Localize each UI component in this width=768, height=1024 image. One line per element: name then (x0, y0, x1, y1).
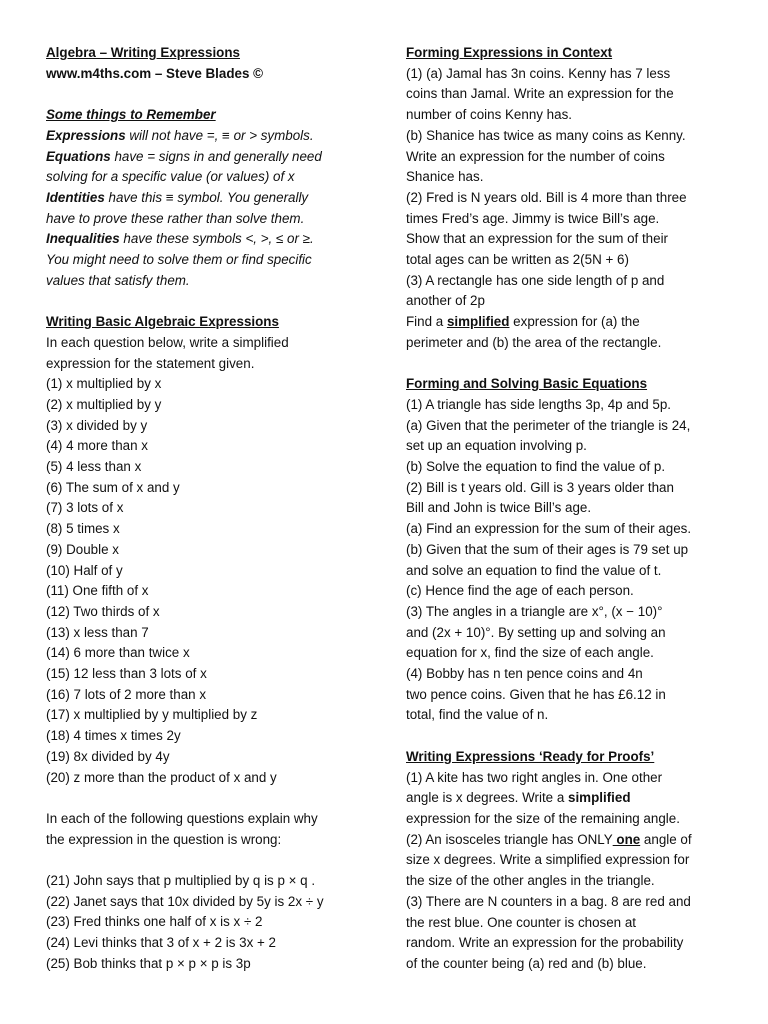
context-line: Write an expression for the number of coins (406, 148, 665, 164)
equation-line: and solve an equation to find the value of t. (406, 562, 662, 578)
remember-line: Equations have = signs in and generally need (46, 148, 322, 164)
basic-expressions-heading: Writing Basic Algebraic Expressions (46, 314, 279, 330)
equation-line: (2) Bill is t years old. Gill is 3 years older than (406, 479, 674, 495)
equation-line: (b) Solve the equation to find the value of p. (406, 459, 666, 475)
proof-line: the rest blue. One counter is chosen at (406, 914, 637, 930)
question-item: (19) 8x divided by 4y (46, 748, 170, 764)
remember-line: values that satisfy them. (46, 272, 190, 288)
context-questions (406, 64, 730, 354)
basic-intro: expression for the statement given. (46, 355, 255, 371)
question-item: (13) x less than 7 (46, 624, 149, 640)
equation-line: (1) A triangle has side lengths 3p, 4p and 5p. (406, 396, 672, 412)
context-line: total ages can be written as 2(5N + 6) (406, 252, 629, 268)
question-item: (10) Half of y (46, 562, 123, 578)
equation-line: (c) Hence find the age of each person. (406, 583, 634, 599)
context-line: coins than Jamal. Write an expression for the (406, 86, 674, 102)
question-item: (2) x multiplied by y (46, 396, 162, 412)
context-line: Show that an expression for the sum of their (406, 231, 669, 247)
question-item: (24) Levi thinks that 3 of x + 2 is 3x + 2 (46, 935, 276, 951)
wrong-intro: the expression in the question is wrong: (46, 831, 282, 847)
question-item: (3) x divided by y (46, 417, 148, 433)
context-line: times Fred’s age. Jimmy is twice Bill’s age. (406, 210, 660, 226)
context-line: (3) A rectangle has one side length of p and (406, 272, 665, 288)
question-item: (18) 4 times x times 2y (46, 728, 181, 744)
equation-line: and (2x + 10)°. By setting up and solving an (406, 624, 666, 640)
equations-heading: Forming and Solving Basic Equations (406, 376, 648, 392)
proof-line: size x degrees. Write a simplified expression for (406, 852, 690, 868)
question-item: (9) Double x (46, 541, 119, 557)
equation-line: (4) Bobby has n ten pence coins and 4n (406, 666, 643, 682)
equation-line: (b) Given that the sum of their ages is 79 set up (406, 541, 689, 557)
remember-list (46, 126, 366, 292)
question-item: (23) Fred thinks one half of x is x ÷ 2 (46, 914, 263, 930)
basic-question-list (46, 374, 366, 788)
question-item: (14) 6 more than twice x (46, 645, 190, 661)
question-item: (22) Janet says that 10x divided by 5y is 2x ÷ y (46, 893, 324, 909)
wrong-question-list (46, 871, 366, 975)
context-line: another of 2p (406, 293, 485, 309)
wrong-intro: In each of the following questions explain why (46, 810, 318, 826)
proof-line: (3) There are N counters in a bag. 8 are red and (406, 893, 691, 909)
left-column (46, 43, 366, 975)
equation-line: (a) Find an expression for the sum of their ages. (406, 521, 692, 537)
question-item: (17) x multiplied by y multiplied by z (46, 707, 258, 723)
remember-heading: Some things to Remember (46, 107, 216, 123)
equation-line: total, find the value of n. (406, 707, 549, 723)
remember-line: Identities have this ≡ symbol. You generally (46, 189, 309, 205)
question-item: (5) 4 less than x (46, 459, 142, 475)
context-line: (2) Fred is N years old. Bill is 4 more than three (406, 189, 687, 205)
question-item: (6) The sum of x and y (46, 479, 180, 495)
context-line: number of coins Kenny has. (406, 107, 572, 123)
right-column (406, 43, 730, 975)
proofs-heading: Writing Expressions ‘Ready for Proofs’ (406, 748, 655, 764)
question-item: (20) z more than the product of x and y (46, 769, 277, 785)
context-line: Shanice has. (406, 169, 484, 185)
context-line: perimeter and (b) the area of the rectangle. (406, 334, 662, 350)
worksheet-title: Algebra – Writing Expressions (46, 45, 240, 60)
equation-line: equation for x, find the size of each angle. (406, 645, 654, 661)
remember-line: Expressions will not have =, ≡ or > symbols. (46, 127, 314, 143)
proof-line: (2) An isosceles triangle has ONLY one angle of (406, 831, 692, 847)
context-heading: Forming Expressions in Context (406, 45, 613, 60)
remember-line: solving for a specific value (or values) of x (46, 169, 295, 185)
question-item: (15) 12 less than 3 lots of x (46, 666, 207, 682)
question-item: (16) 7 lots of 2 more than x (46, 686, 207, 702)
context-line: (b) Shanice has twice as many coins as Kenny. (406, 127, 686, 143)
question-item: (7) 3 lots of x (46, 500, 124, 516)
equation-line: two pence coins. Given that he has £6.12 in (406, 686, 666, 702)
equation-line: (a) Given that the perimeter of the triangle is 24, (406, 417, 691, 433)
proof-line: expression for the size of the remaining angle. (406, 810, 680, 826)
question-item: (25) Bob thinks that p × p × p is 3p (46, 955, 251, 971)
remember-line: Inequalities have these symbols <, >, ≤ or ≥. (46, 231, 314, 247)
equation-line: (3) The angles in a triangle are x°, (x − 10)° (406, 603, 663, 619)
proof-line: random. Write an expression for the probability (406, 935, 684, 951)
proof-line: the size of the other angles in the triangle. (406, 873, 655, 889)
equation-line: set up an equation involving p. (406, 438, 587, 454)
question-item: (4) 4 more than x (46, 438, 148, 454)
author-credit: www.m4ths.com – Steve Blades © (46, 65, 264, 81)
equation-line: Bill and John is twice Bill’s age. (406, 500, 592, 516)
question-item: (1) x multiplied by x (46, 376, 162, 392)
context-line: Find a simplified expression for (a) the (406, 314, 640, 330)
proof-line: of the counter being (a) red and (b) blue. (406, 955, 647, 971)
question-item: (21) John says that p multiplied by q is p × q . (46, 873, 316, 889)
proof-line: angle is x degrees. Write a simplified (406, 790, 631, 806)
remember-line: You might need to solve them or find specific (46, 252, 312, 268)
question-item: (11) One fifth of x (46, 583, 149, 599)
proof-line: (1) A kite has two right angles in. One other (406, 769, 663, 785)
equations-questions (406, 395, 730, 726)
question-item: (12) Two thirds of x (46, 603, 160, 619)
proofs-questions (406, 768, 730, 975)
context-line: (1) (a) Jamal has 3n coins. Kenny has 7 less (406, 65, 671, 81)
remember-line: have to prove these rather than solve them. (46, 210, 305, 226)
basic-intro: In each question below, write a simplified (46, 334, 289, 350)
question-item: (8) 5 times x (46, 521, 120, 537)
